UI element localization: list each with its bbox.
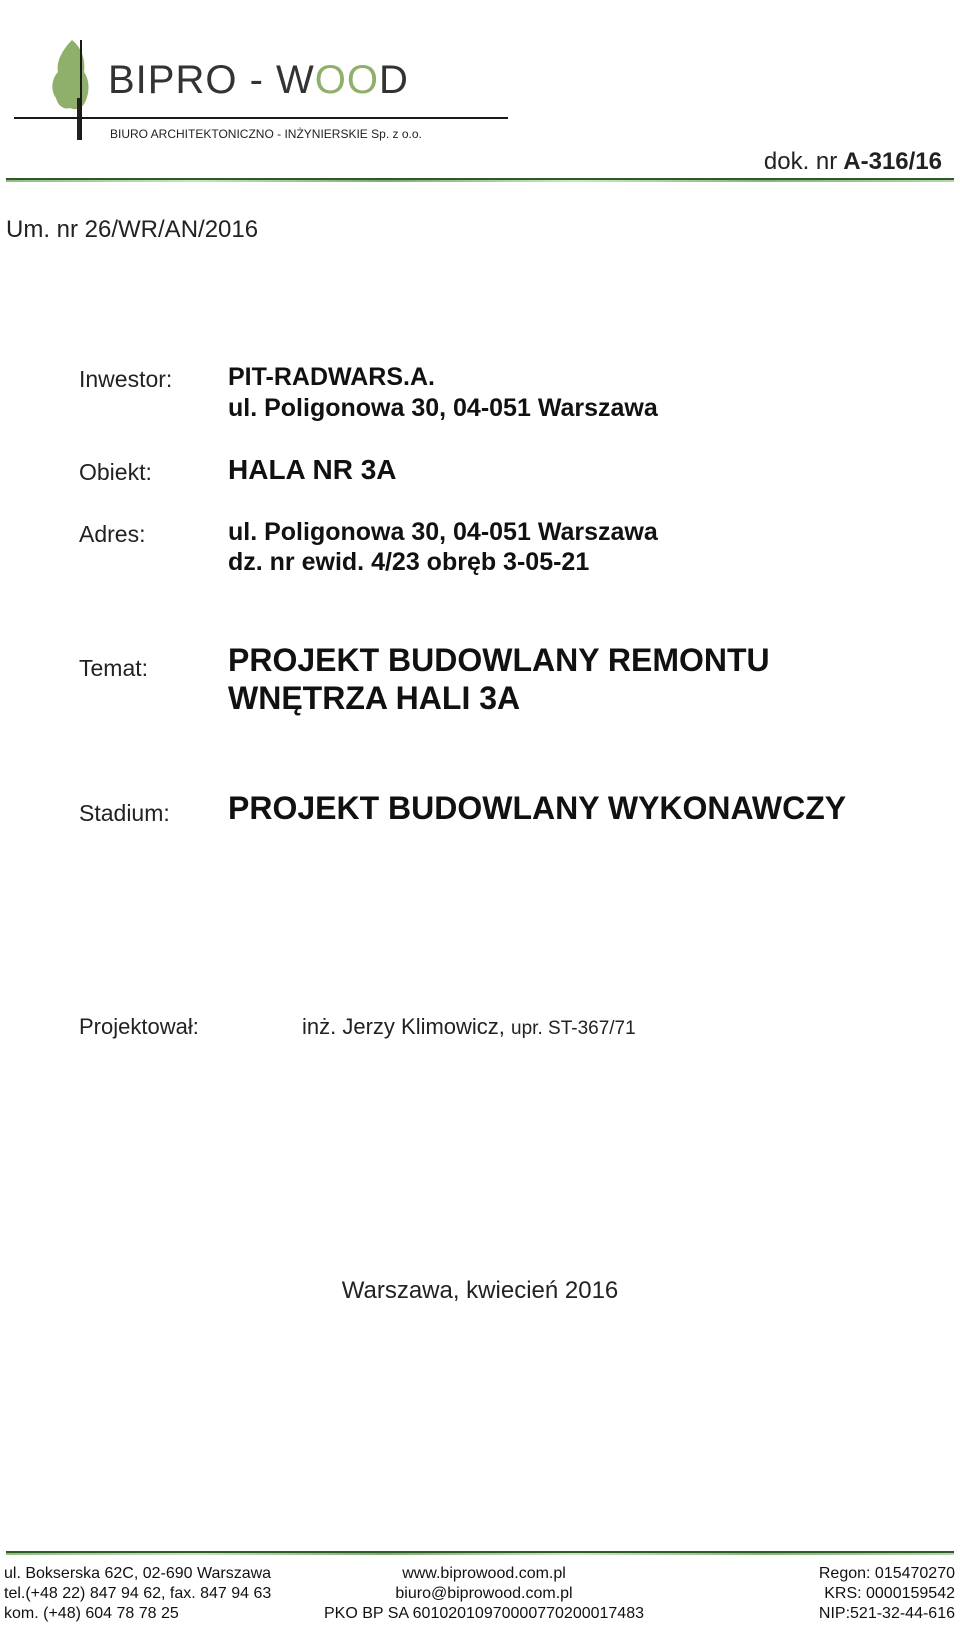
designer-label: Projektował: [79, 1014, 199, 1039]
investor-address: ul. Poligonowa 30, 04-051 Warszawa [228, 394, 658, 422]
company-name: BIPRO - WOOD [108, 58, 409, 102]
footer-address: ul. Bokserska 62C, 02-690 Warszawa [4, 1565, 272, 1582]
logo-horizontal-line [14, 117, 508, 119]
topic-label: Temat: [79, 655, 149, 681]
company-subtitle: BIURO ARCHITEKTONICZNO - INŻYNIERSKIE Sp. z o.o. [110, 127, 422, 141]
address-label: Adres: [79, 521, 146, 547]
investor-name: PIT-RADWARS.A. [228, 363, 435, 391]
logo-tree-icon [50, 38, 90, 142]
footer-website[interactable]: www.biprowood.com.pl [402, 1565, 566, 1582]
place-and-date: Warszawa, kwiecień 2016 [341, 1277, 619, 1304]
footer-divider [6, 1551, 954, 1555]
topic-line1: PROJEKT BUDOWLANY REMONTU [228, 642, 770, 678]
logo-vertical-line [80, 40, 82, 140]
footer-regon: Regon: 015470270 [818, 1565, 955, 1582]
footer-krs: KRS: 0000159542 [824, 1585, 955, 1602]
investor-label: Inwestor: [79, 366, 173, 392]
object-value: HALA NR 3A [228, 454, 397, 485]
contract-number: Um. nr 26/WR/AN/2016 [6, 216, 259, 243]
footer-email[interactable]: biuro@biprowood.com.pl [395, 1585, 573, 1602]
designer-name: inż. Jerzy Klimowicz, upr. ST-367/71 [302, 1014, 636, 1039]
address-line1: ul. Poligonowa 30, 04-051 Warszawa [228, 518, 658, 546]
header-divider [6, 178, 954, 182]
footer-phone: tel.(+48 22) 847 94 62, fax. 847 94 63 [4, 1585, 272, 1602]
stage-value: PROJEKT BUDOWLANY WYKONAWCZY [228, 790, 847, 826]
footer-mobile: kom. (+48) 604 78 78 25 [4, 1605, 179, 1622]
footer-nip: NIP:521-32-44-616 [818, 1605, 955, 1622]
document-number: dok. nr A-316/16 [763, 148, 942, 175]
topic-line2: WNĘTRZA HALI 3A [228, 680, 521, 716]
footer-bank-account: PKO BP SA 60102010970000770200017483 [324, 1605, 644, 1622]
stage-label: Stadium: [79, 800, 170, 826]
address-line2: dz. nr ewid. 4/23 obręb 3-05-21 [228, 548, 590, 576]
object-label: Obiekt: [79, 459, 152, 485]
